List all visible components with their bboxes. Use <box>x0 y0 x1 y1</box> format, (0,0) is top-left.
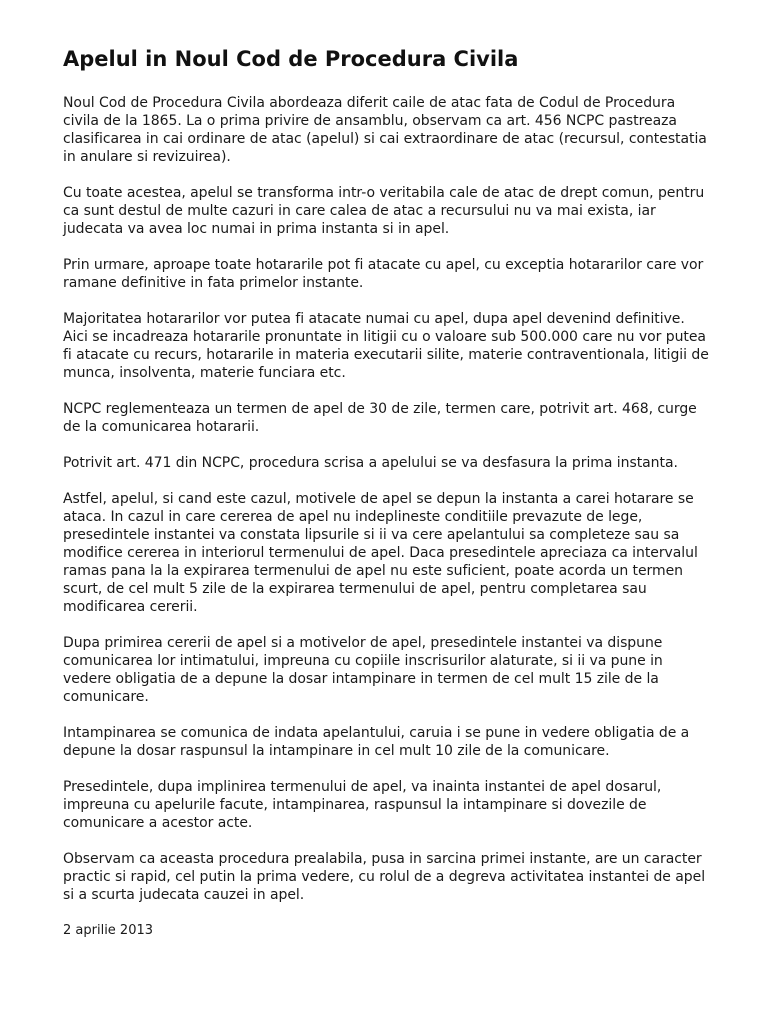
paragraph-6: Potrivit art. 471 din NCPC, procedura scrisa a apelului se va desfasura la prima instanta. <box>63 455 678 471</box>
paragraph-4: Majoritatea hotararilor vor putea fi atacate numai cu apel, dupa apel devenind definitive. Aici se incadreaza hotararile pronuntate in litigii cu o valoare sub 500.000 care nu vor putea fi atacate cu recurs, hotararile in materia executarii silite, materie contraventionala, litigii de munca, insolventa, materie funciara etc. <box>63 311 709 381</box>
paragraph-10: Presedintele, dupa implinirea termenului de apel, va inainta instantei de apel dosarul, impreuna cu apelurile facute, intampinarea, raspunsul la intampinare si dovezile de comunicare a acestor acte. <box>63 779 662 831</box>
paragraph-9: Intampinarea se comunica de indata apelantului, caruia i se pune in vedere obligatia de a depune la dosar raspunsul la intampinare in cel mult 10 zile de la comunicare. <box>63 725 690 759</box>
paragraph-11: Observam ca aceasta procedura prealabila, pusa in sarcina primei instante, are un caracter practic si rapid, cel putin la prima vedere, cu rolul de a degreva activitatea instantei de apel si a scurta judecata cauzei in apel. <box>63 851 706 903</box>
paragraph-2: Cu toate acestea, apelul se transforma intr-o veritabila cale de atac de drept comun, pentru ca sunt destul de multe cazuri in care calea de atac a recursului nu va mai exista, iar judecata va avea loc numai in prima instanta si in apel. <box>63 185 705 237</box>
document-page <box>63 44 713 940</box>
paragraph-5: NCPC reglementeaza un termen de apel de 30 de zile, termen care, potrivit art. 468, curge de la comunicarea hotararii. <box>63 401 697 435</box>
paragraph-8: Dupa primirea cererii de apel si a motivelor de apel, presedintele instantei va dispune comunicarea lor intimatului, impreuna cu copiile inscrisurilor alaturate, si ii va pune in vedere obligatia de a depune la dosar intampinare in termen de cel mult 15 zile de la comunicare. <box>63 635 663 705</box>
paragraph-7: Astfel, apelul, si cand este cazul, motivele de apel se depun la instanta a carei hotarare se ataca. In cazul in care cererea de apel nu indeplineste conditiile prevazute de lege, presedintele instantei va constata lipsurile si ii va cere apelantului sa completeze sau sa modifice cererea in interiorul termenului de apel. Daca presedintele apreciaza ca intervalul ramas pana la la expirarea termenului de apel nu este suficient, poate acorda un termen scurt, de cel mult 5 zile de la expirarea termenului de apel, pentru completarea sau modificarea cererii. <box>63 491 698 615</box>
paragraph-3: Prin urmare, aproape toate hotararile pot fi atacate cu apel, cu exceptia hotararilor care vor ramane definitive in fata primelor instante. <box>63 257 704 291</box>
paragraph-1: Noul Cod de Procedura Civila abordeaza diferit caile de atac fata de Codul de Procedura civila de la 1865. La o prima privire de ansamblu, observam ca art. 456 NCPC pastreaza clasificarea in cai ordinare de atac (apelul) si cai extraordinare de atac (recursul, contestatia in anulare si revizuirea). <box>63 95 707 165</box>
document-title: Apelul in Noul Cod de Procedura Civila <box>63 47 519 71</box>
document-date: 2 aprilie 2013 <box>63 923 154 938</box>
